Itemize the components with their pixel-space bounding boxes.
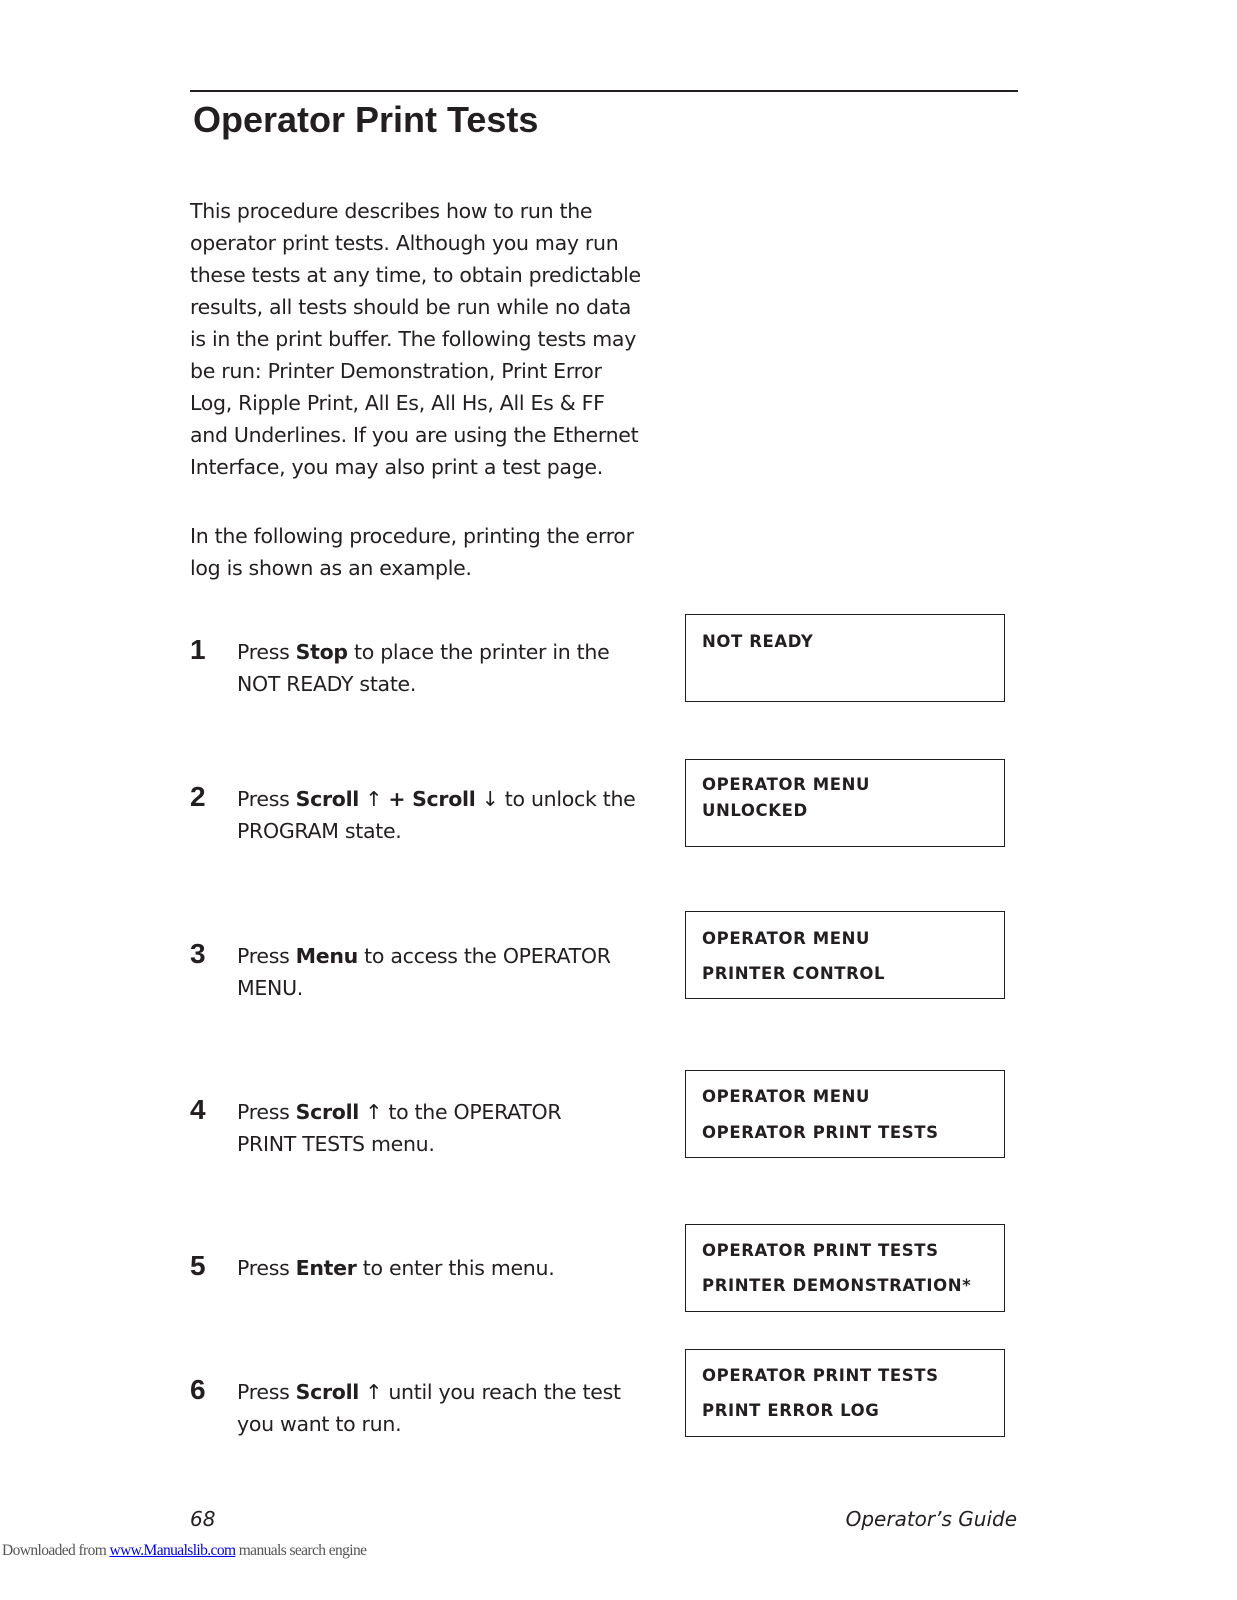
step-line-2: you want to run. [237, 1412, 402, 1436]
instruction-text: ↑ to the OPERATOR [359, 1100, 562, 1124]
step-number: 6 [190, 1374, 206, 1405]
example-line: log is shown as an example. [190, 556, 472, 580]
manualslib-link[interactable]: www.Manualslib.com [109, 1542, 236, 1559]
step-line-2: MENU. [237, 976, 303, 1000]
instruction-text: Press [237, 1100, 296, 1124]
step-instruction [237, 1376, 657, 1440]
example-paragraph [190, 520, 660, 584]
step-line-2: PROGRAM state. [237, 819, 402, 843]
intro-line: Log, Ripple Print, All Es, All Hs, All Es & FF [190, 391, 605, 415]
intro-line: operator print tests. Although you may run [190, 231, 619, 255]
example-line: In the following procedure, printing the error [190, 524, 634, 548]
display-line-1: OPERATOR MENU [702, 1087, 871, 1106]
title-rule [190, 90, 1018, 92]
instruction-text: Press [237, 1380, 296, 1404]
intro-line: results, all tests should be run while no data [190, 295, 631, 319]
key-name: Stop [295, 640, 348, 664]
download-suffix: manuals search engine [235, 1542, 367, 1559]
instruction-text: Press [237, 944, 296, 968]
key-name: + Scroll [388, 787, 476, 811]
panel-display [685, 1070, 1005, 1158]
display-line-2: PRINTER DEMONSTRATION* [702, 1276, 972, 1295]
download-prefix: Downloaded from [2, 1542, 110, 1559]
step-line-1 [237, 640, 609, 664]
key-name: Enter [295, 1256, 357, 1280]
display-line-1: OPERATOR PRINT TESTS [702, 1366, 939, 1385]
step-line-1 [237, 1100, 561, 1124]
display-line-1: OPERATOR MENU [702, 929, 871, 948]
guide-title: Operator’s Guide [845, 1507, 1017, 1531]
step-line-2: PRINT TESTS menu. [237, 1132, 435, 1156]
display-line-2: OPERATOR PRINT TESTS [702, 1123, 939, 1142]
step-number: 2 [190, 781, 206, 812]
step-line-1 [237, 1256, 554, 1280]
page-title: Operator Print Tests [193, 99, 539, 140]
display-line-2: UNLOCKED [702, 801, 808, 820]
instruction-text: ↑ [359, 787, 389, 811]
intro-line: Interface, you may also print a test page. [190, 455, 603, 479]
step-line-1 [237, 944, 611, 968]
display-line-1: OPERATOR MENU [702, 775, 871, 794]
intro-line: is in the print buffer. The following tests may [190, 327, 637, 351]
instruction-text: to enter this menu. [356, 1256, 555, 1280]
step-line-1 [237, 1380, 621, 1404]
panel-display [685, 759, 1005, 847]
step-number: 1 [190, 634, 206, 665]
display-line-2: PRINT ERROR LOG [702, 1401, 880, 1420]
instruction-text: Press [237, 640, 296, 664]
intro-line: This procedure describes how to run the [190, 199, 593, 223]
step-instruction [237, 1096, 657, 1160]
panel-display [685, 911, 1005, 999]
instruction-text: ↓ to unlock the [475, 787, 636, 811]
step-number: 5 [190, 1250, 206, 1281]
panel-display [685, 614, 1005, 702]
download-notice [2, 1542, 366, 1560]
intro-line: be run: Printer Demonstration, Print Error [190, 359, 602, 383]
intro-line: these tests at any time, to obtain predictable [190, 263, 641, 287]
step-instruction [237, 783, 657, 847]
instruction-text: ↑ until you reach the test [359, 1380, 621, 1404]
key-name: Menu [295, 944, 358, 968]
instruction-text: to access the OPERATOR [357, 944, 611, 968]
step-line-1 [237, 787, 635, 811]
step-line-2: NOT READY state. [237, 672, 417, 696]
instruction-text: Press [237, 1256, 296, 1280]
intro-line: and Underlines. If you are using the Ethernet [190, 423, 639, 447]
instruction-text: Press [237, 787, 296, 811]
display-line-1: NOT READY [702, 632, 814, 651]
step-instruction [237, 940, 657, 1004]
key-name: Scroll [295, 1380, 360, 1404]
step-instruction [237, 1252, 657, 1284]
instruction-text: to place the printer in the [347, 640, 610, 664]
display-line-2: PRINTER CONTROL [702, 964, 886, 983]
key-name: Scroll [295, 1100, 360, 1124]
intro-paragraph [190, 195, 660, 483]
step-number: 4 [190, 1094, 206, 1125]
step-instruction [237, 636, 657, 700]
panel-display [685, 1349, 1005, 1437]
display-line-1: OPERATOR PRINT TESTS [702, 1241, 939, 1260]
panel-display [685, 1224, 1005, 1312]
step-number: 3 [190, 938, 206, 969]
key-name: Scroll [295, 787, 360, 811]
page-number: 68 [190, 1507, 216, 1531]
